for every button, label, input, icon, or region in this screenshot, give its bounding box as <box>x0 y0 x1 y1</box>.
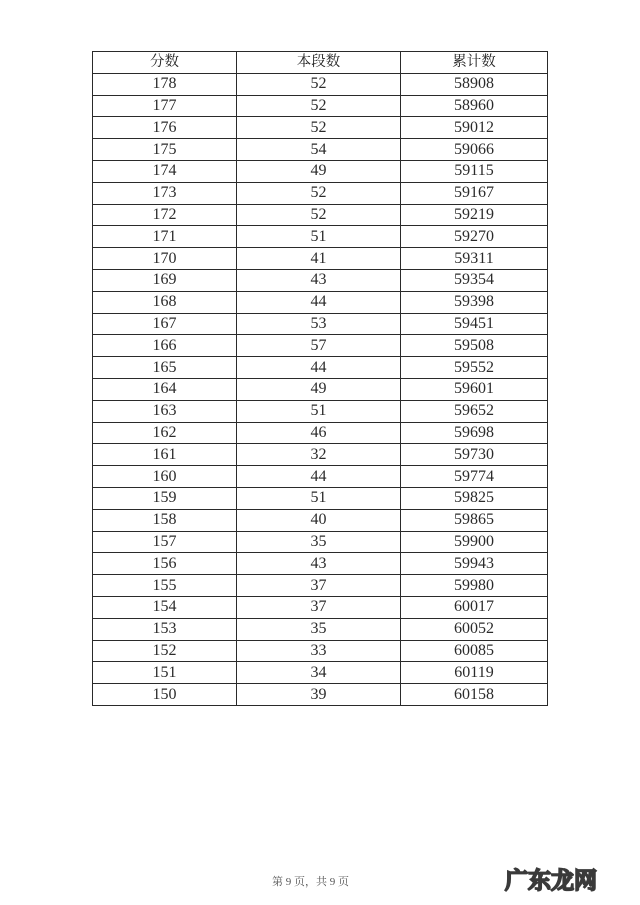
cell-cumulative-count: 59980 <box>401 575 548 597</box>
cell-cumulative-count: 60017 <box>401 596 548 618</box>
cell-segment-count: 51 <box>237 400 401 422</box>
cell-score: 172 <box>93 204 237 226</box>
cell-score: 171 <box>93 226 237 248</box>
table-row <box>93 575 548 597</box>
cell-segment-count: 44 <box>237 291 401 313</box>
cell-cumulative-count: 59698 <box>401 422 548 444</box>
cell-score: 160 <box>93 466 237 488</box>
cell-cumulative-count: 59900 <box>401 531 548 553</box>
cell-segment-count: 33 <box>237 640 401 662</box>
cell-segment-count: 54 <box>237 139 401 161</box>
cell-score: 162 <box>93 422 237 444</box>
cell-score: 177 <box>93 95 237 117</box>
cell-score: 165 <box>93 357 237 379</box>
table-row <box>93 335 548 357</box>
cell-score: 167 <box>93 313 237 335</box>
cell-segment-count: 40 <box>237 509 401 531</box>
table-row <box>93 444 548 466</box>
cell-cumulative-count: 60119 <box>401 662 548 684</box>
cell-segment-count: 39 <box>237 684 401 706</box>
table-row <box>93 553 548 575</box>
table-body <box>93 73 548 705</box>
header-score: 分数 <box>93 52 237 74</box>
cell-score: 161 <box>93 444 237 466</box>
table-row <box>93 357 548 379</box>
cell-segment-count: 43 <box>237 553 401 575</box>
cell-segment-count: 57 <box>237 335 401 357</box>
cell-cumulative-count: 59943 <box>401 553 548 575</box>
score-distribution-table <box>92 51 548 706</box>
cell-score: 173 <box>93 182 237 204</box>
cell-cumulative-count: 59601 <box>401 378 548 400</box>
table-row <box>93 248 548 270</box>
cell-cumulative-count: 59219 <box>401 204 548 226</box>
cell-cumulative-count: 59270 <box>401 226 548 248</box>
table-row <box>93 662 548 684</box>
cell-score: 151 <box>93 662 237 684</box>
cell-score: 166 <box>93 335 237 357</box>
cell-score: 159 <box>93 487 237 509</box>
cell-score: 150 <box>93 684 237 706</box>
cell-cumulative-count: 59730 <box>401 444 548 466</box>
cell-cumulative-count: 60085 <box>401 640 548 662</box>
table-row <box>93 117 548 139</box>
cell-segment-count: 49 <box>237 160 401 182</box>
cell-segment-count: 53 <box>237 313 401 335</box>
cell-segment-count: 52 <box>237 182 401 204</box>
cell-score: 156 <box>93 553 237 575</box>
cell-score: 178 <box>93 73 237 95</box>
cell-cumulative-count: 59652 <box>401 400 548 422</box>
table-row <box>93 378 548 400</box>
table-row <box>93 531 548 553</box>
cell-score: 154 <box>93 596 237 618</box>
cell-cumulative-count: 59451 <box>401 313 548 335</box>
cell-segment-count: 51 <box>237 226 401 248</box>
cell-segment-count: 43 <box>237 269 401 291</box>
cell-cumulative-count: 58908 <box>401 73 548 95</box>
cell-cumulative-count: 59865 <box>401 509 548 531</box>
cell-cumulative-count: 59311 <box>401 248 548 270</box>
cell-cumulative-count: 59354 <box>401 269 548 291</box>
cell-segment-count: 52 <box>237 95 401 117</box>
cell-cumulative-count: 59774 <box>401 466 548 488</box>
cell-segment-count: 37 <box>237 596 401 618</box>
cell-score: 152 <box>93 640 237 662</box>
cell-cumulative-count: 59552 <box>401 357 548 379</box>
cell-cumulative-count: 60052 <box>401 618 548 640</box>
cell-score: 157 <box>93 531 237 553</box>
cell-segment-count: 51 <box>237 487 401 509</box>
table-row <box>93 160 548 182</box>
cell-segment-count: 52 <box>237 204 401 226</box>
cell-score: 158 <box>93 509 237 531</box>
table-row <box>93 400 548 422</box>
cell-segment-count: 52 <box>237 117 401 139</box>
cell-segment-count: 37 <box>237 575 401 597</box>
table-row <box>93 226 548 248</box>
cell-score: 168 <box>93 291 237 313</box>
cell-segment-count: 32 <box>237 444 401 466</box>
cell-score: 155 <box>93 575 237 597</box>
cell-score: 170 <box>93 248 237 270</box>
cell-cumulative-count: 59066 <box>401 139 548 161</box>
table-row <box>93 640 548 662</box>
cell-cumulative-count: 59508 <box>401 335 548 357</box>
cell-score: 176 <box>93 117 237 139</box>
cell-segment-count: 35 <box>237 531 401 553</box>
cell-segment-count: 46 <box>237 422 401 444</box>
cell-cumulative-count: 59012 <box>401 117 548 139</box>
header-segment-count: 本段数 <box>237 52 401 74</box>
cell-score: 153 <box>93 618 237 640</box>
site-watermark: 广东龙网 <box>505 868 597 894</box>
cell-cumulative-count: 59825 <box>401 487 548 509</box>
table-row <box>93 487 548 509</box>
table-row <box>93 139 548 161</box>
cell-cumulative-count: 59398 <box>401 291 548 313</box>
cell-segment-count: 44 <box>237 466 401 488</box>
table-row <box>93 204 548 226</box>
table-row <box>93 422 548 444</box>
table-row <box>93 291 548 313</box>
table-row <box>93 684 548 706</box>
cell-score: 175 <box>93 139 237 161</box>
cell-cumulative-count: 59115 <box>401 160 548 182</box>
cell-score: 164 <box>93 378 237 400</box>
table-row <box>93 618 548 640</box>
cell-segment-count: 35 <box>237 618 401 640</box>
header-cumulative-count: 累计数 <box>401 52 548 74</box>
table-row <box>93 466 548 488</box>
cell-segment-count: 34 <box>237 662 401 684</box>
cell-score: 169 <box>93 269 237 291</box>
cell-segment-count: 52 <box>237 73 401 95</box>
cell-score: 174 <box>93 160 237 182</box>
cell-cumulative-count: 60158 <box>401 684 548 706</box>
table-row <box>93 596 548 618</box>
table-row <box>93 269 548 291</box>
cell-segment-count: 41 <box>237 248 401 270</box>
table-row <box>93 73 548 95</box>
cell-segment-count: 49 <box>237 378 401 400</box>
table-row <box>93 509 548 531</box>
cell-segment-count: 44 <box>237 357 401 379</box>
cell-score: 163 <box>93 400 237 422</box>
cell-cumulative-count: 59167 <box>401 182 548 204</box>
table-row <box>93 313 548 335</box>
cell-cumulative-count: 58960 <box>401 95 548 117</box>
page-number: 第 9 页，共 9 页 <box>272 876 349 888</box>
table-row <box>93 182 548 204</box>
table-row <box>93 95 548 117</box>
table-header-row <box>93 52 548 74</box>
